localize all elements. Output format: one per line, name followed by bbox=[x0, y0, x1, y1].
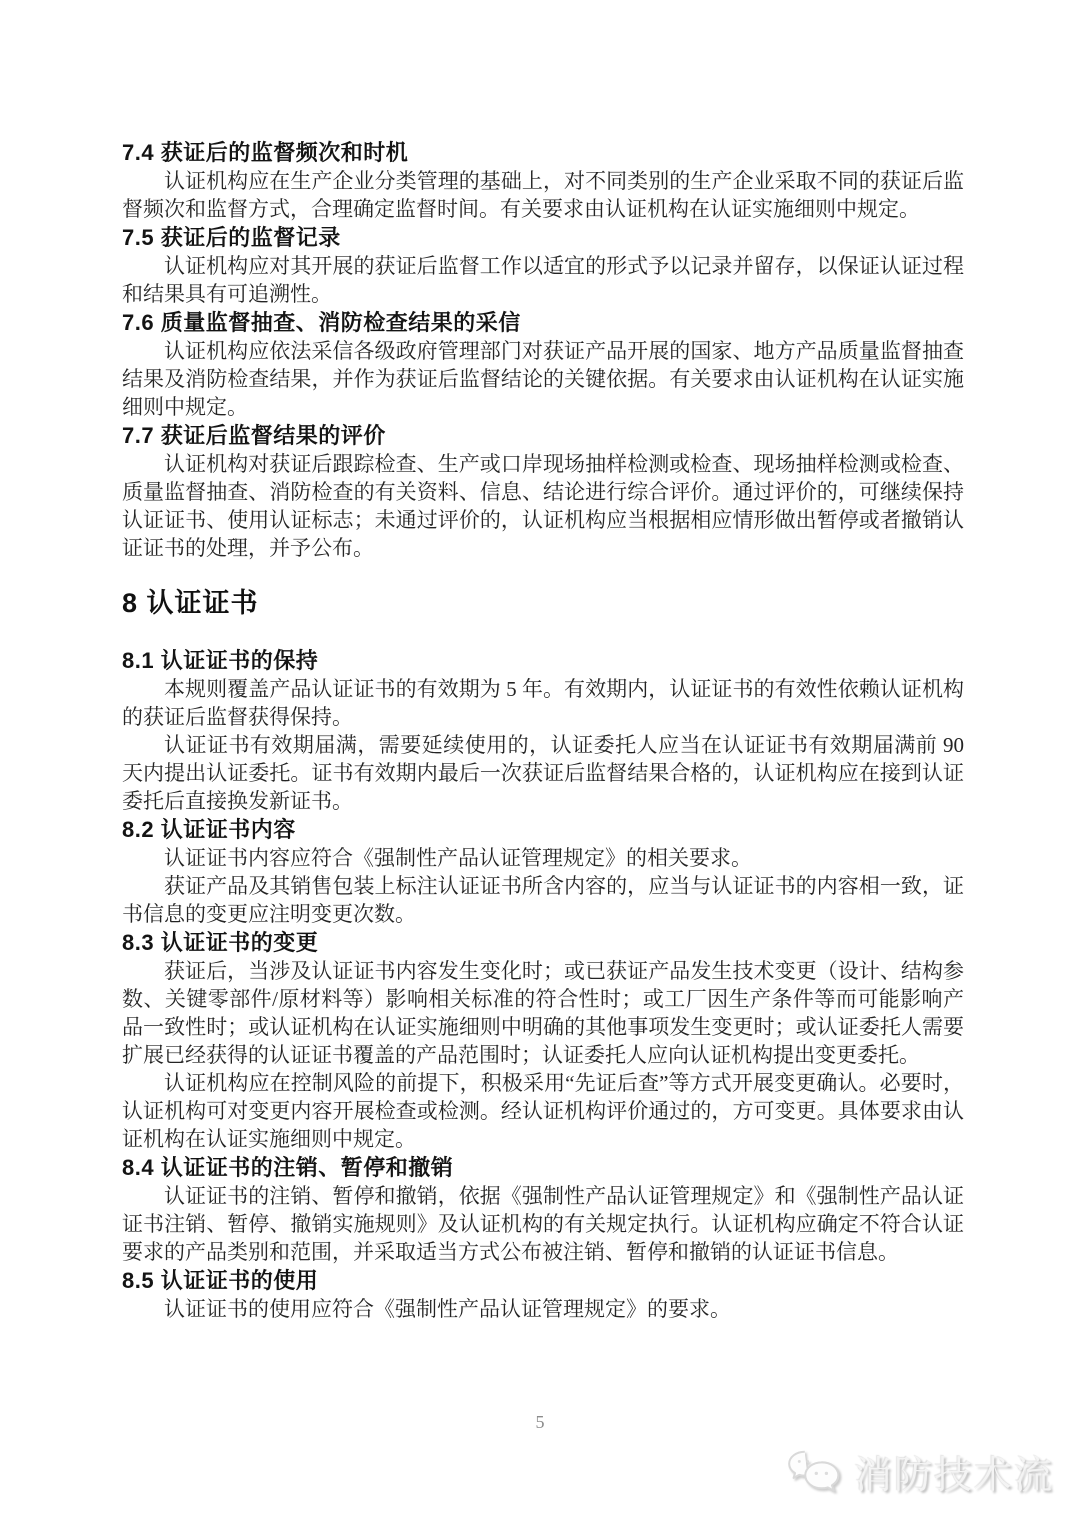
section-heading: 7.5 获证后的监督记录 bbox=[122, 225, 341, 250]
paragraph: 认证机构应依法采信各级政府管理部门对获证产品开展的国家、地方产品质量监督抽查结果及消防检查结果，并作为获证后监督结论的关键依据。有关要求由认证机构在认证实施细则中规定。 bbox=[122, 339, 964, 419]
chapter-heading: 8 认证证书 bbox=[122, 588, 259, 618]
page-number: 5 bbox=[535, 1412, 545, 1432]
paragraph: 认证机构对获证后跟踪检查、生产或口岸现场抽样检测或检查、现场抽样检测或检查、质量监督抽查、消防检查的有关资料、信息、结论进行综合评价。通过评价的，可继续保持认证证书、使用认证标志；未通过评价的，认证机构应当根据相应情形做出暂停或者撤销认证证书的处理，并予公布。 bbox=[122, 452, 964, 560]
paragraph: 认证机构应在生产企业分类管理的基础上，对不同类别的生产企业采取不同的获证后监督频次和监督方式，合理确定监督时间。有关要求由认证机构在认证实施细则中规定。 bbox=[122, 169, 964, 221]
section-heading: 7.7 获证后监督结果的评价 bbox=[122, 423, 386, 448]
document-body bbox=[122, 138, 964, 1323]
paragraph: 获证产品及其销售包装上标注认证证书所含内容的，应当与认证证书的内容相一致，证书信息的变更应注明变更次数。 bbox=[122, 874, 964, 926]
paragraph: 认证机构应在控制风险的前提下，积极采用“先证后查”等方式开展变更确认。必要时，认证机构可对变更内容开展检查或检测。经认证机构评价通过的，方可变更。具体要求由认证机构在认证实施细则中规定。 bbox=[122, 1071, 964, 1151]
section-heading: 8.5 认证证书的使用 bbox=[122, 1268, 319, 1293]
paragraph: 认证证书的注销、暂停和撤销，依据《强制性产品认证管理规定》和《强制性产品认证证书注销、暂停、撤销实施规则》及认证机构的有关规定执行。认证机构应确定不符合认证要求的产品类别和范围，并采取适当方式公布被注销、暂停和撤销的认证证书信息。 bbox=[122, 1184, 964, 1264]
section-heading: 8.1 认证证书的保持 bbox=[122, 648, 319, 673]
paragraph: 本规则覆盖产品认证证书的有效期为 5 年。有效期内，认证证书的有效性依赖认证机构的获证后监督获得保持。 bbox=[122, 677, 964, 729]
watermark-label: 消防技术流 bbox=[853, 1455, 1054, 1497]
section-heading: 7.6 质量监督抽查、消防检查结果的采信 bbox=[122, 310, 521, 335]
paragraph: 认证证书有效期届满，需要延续使用的，认证委托人应当在认证证书有效期届满前 90 天内提出认证委托。证书有效期内最后一次获证后监督结果合格的，认证机构应在接到认证委托后直接换发新证书。 bbox=[122, 733, 964, 813]
watermark bbox=[786, 1444, 1054, 1499]
section-heading: 8.2 认证证书内容 bbox=[122, 817, 296, 842]
paragraph: 认证证书内容应符合《强制性产品认证管理规定》的相关要求。 bbox=[164, 846, 752, 870]
section-heading: 8.4 认证证书的注销、暂停和撤销 bbox=[122, 1155, 454, 1180]
wechat-icon bbox=[786, 1449, 842, 1495]
paragraph: 获证后，当涉及认证证书内容发生变化时；或已获证产品发生技术变更（设计、结构参数、关键零部件/原材料等）影响相关标准的符合性时；或工厂因生产条件等而可能影响产品一致性时；或认证机构在认证实施细则中明确的其他事项发生变更时；或认证委托人需要扩展已经获得的认证证书覆盖的产品范围时；认证委托人应向认证机构提出变更委托。 bbox=[122, 959, 964, 1067]
paragraph: 认证证书的使用应符合《强制性产品认证管理规定》的要求。 bbox=[164, 1297, 731, 1321]
section-heading: 8.3 认证证书的变更 bbox=[122, 930, 319, 955]
section-heading: 7.4 获证后的监督频次和时机 bbox=[122, 140, 409, 165]
paragraph: 认证机构应对其开展的获证后监督工作以适宜的形式予以记录并留存，以保证认证过程和结果具有可追溯性。 bbox=[122, 254, 964, 306]
